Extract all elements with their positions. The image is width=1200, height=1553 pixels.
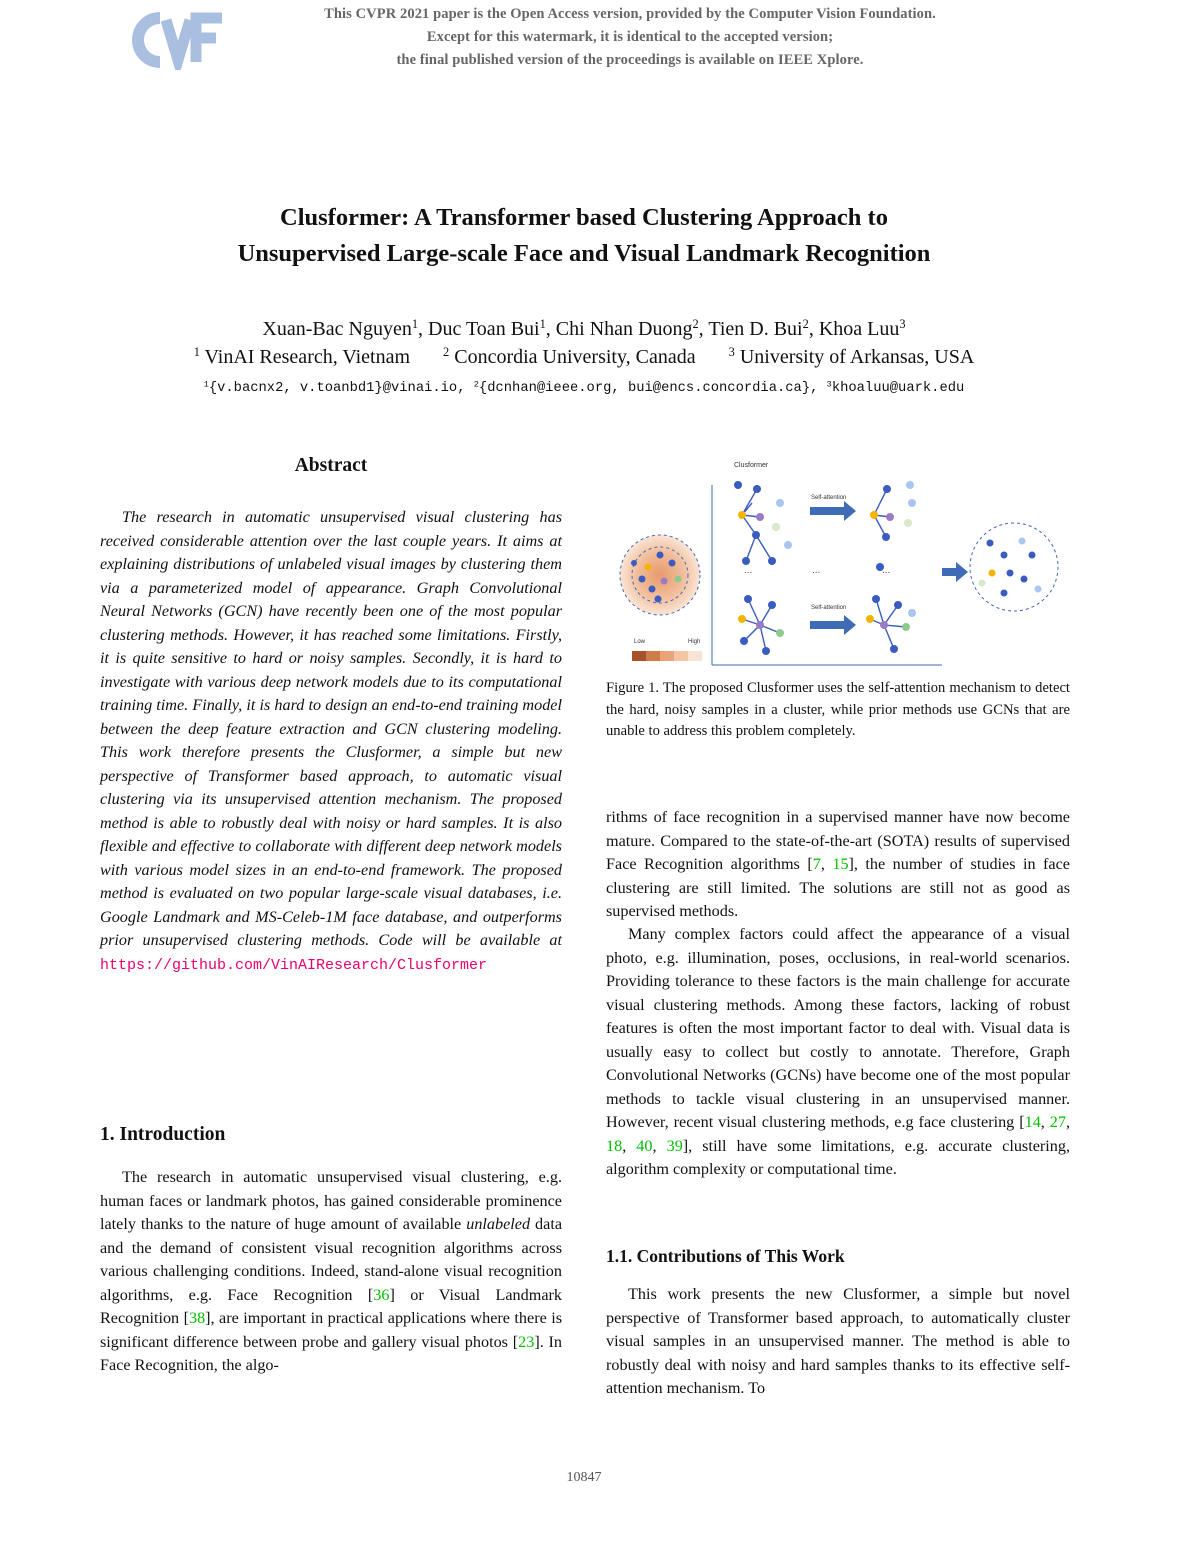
- affiliation: Concordia University, Canada: [454, 346, 696, 368]
- citation-link[interactable]: 38: [188, 1309, 206, 1327]
- intro-paragraph: The research in automatic unsupervised visual clustering, e.g. human faces or landmark photos, has gained considerable prominence lately thanks to the nature of huge amount of available unlabeled data and the demand of consistent visual recognition algorithms across various challenging conditions. Indeed, stand-alone visual recognition algorithms, e.g. Face Recognition [36] or Visual Landmark Recognition [38], are important in practical applications where there is significant difference between probe and gallery visual photos [23]. In Face Recognition, the algo-: [100, 1168, 563, 1374]
- svg-text:...: ...: [812, 565, 821, 576]
- figure-1-diagram: [612, 455, 1070, 670]
- arrow-label: Self-attention: [811, 605, 847, 611]
- email: {dcnhan@ieee.org, bui@encs.concordia.ca},: [478, 381, 819, 396]
- author-list: Xuan-Bac Nguyen$^1$, Duc Toan Bui$^1$, Chi Nhan Duong$^2$, Tien D. Bui$^2$, Khoa Luu$^3$: [262, 317, 906, 340]
- watermark-line-3: the final published version of the proceedings is available on IEEE Xplore.: [396, 52, 864, 68]
- affiliation-list: $^1$ VinAI Research, Vietnam $^2$ Concordia University, Canada $^3$ University of Arkansas, USA: [193, 345, 975, 368]
- author-name: Xuan-Bac Nguyen: [262, 318, 412, 340]
- watermark-line-1: This CVPR 2021 paper is the Open Access version, provided by the Computer Vision Foundation.: [324, 6, 936, 22]
- affiliation: VinAI Research, Vietnam: [204, 346, 411, 368]
- abstract-heading: Abstract: [294, 455, 368, 476]
- citation-link[interactable]: 39: [666, 1136, 683, 1155]
- citation-link[interactable]: 14: [1024, 1113, 1041, 1131]
- svg-text:...: ...: [882, 565, 891, 576]
- svg-text:High: High: [688, 639, 701, 645]
- email: khoaluu@uark.edu: [831, 381, 965, 396]
- output-cluster-circle: [970, 523, 1058, 611]
- paper-title-line-2: Unsupervised Large-scale Face and Visual Landmark Recognition: [237, 240, 931, 267]
- figure-label-clusformer: Clusformer: [734, 462, 769, 469]
- heat-legend: [632, 651, 702, 661]
- page-number: 10847: [566, 1470, 602, 1485]
- right-paragraph-1: rithms of face recognition in a supervised manner have now become mature. Compared to the state-of-the-art (SOTA) results of supervised Face Recognition algorithms [7, 15], the number of studies in face clustering are still limited. The solutions are still not as good as supervised methods.: [606, 808, 1070, 920]
- email: {v.bacnx2, v.toanbd1}@vinai.io,: [208, 381, 466, 396]
- citation-link[interactable]: 27: [1049, 1113, 1066, 1131]
- arrow-icon: [956, 562, 968, 582]
- citation-link[interactable]: 23: [518, 1332, 535, 1351]
- abstract-body: The research in automatic unsupervised visual clustering has received considerable attention over the last couple years. It aims at explaining distributions of unlabeled visual images by clustering them via a parameterized model of appearance. Graph Convolutional Neural Networks (GCN) have recently been one of the most popular clustering methods. However, it has reached some limitations. Firstly, it is quite sensitive to hard or noisy samples. Secondly, it is hard to investigate with various deep network models due to its computational training time. Finally, it is hard to design an end-to-end training model between the deep feature extraction and GCN clustering modeling. This work therefore presents the Clusformer, a simple but new perspective of Transformer based approach, to automatic visual clustering via its unsupervised attention mechanism. The proposed method is able to robustly deal with noisy or hard samples. It is also flexible and effective to collaborate with different deep network models with various model sizes in an end-to-end framework. The proposed method is evaluated on two popular large-scale visual databases, i.e. Google Landmark and MS-Celeb-1M face database, and outperforms prior unsupervised clustering methods. Code will be available at https://github.com/VinAIResearch/Clusformer: [100, 508, 562, 974]
- citation-link[interactable]: 36: [373, 1285, 390, 1304]
- top-graph-nodes: [734, 481, 792, 565]
- affiliation: University of Arkansas, USA: [739, 346, 975, 368]
- svg-text:Low: Low: [634, 639, 646, 645]
- arrow-icon: [844, 501, 856, 521]
- svg-text:...: ...: [744, 565, 753, 576]
- author-name: Duc Toan Bui: [428, 318, 540, 340]
- email-list: $^1${v.bacnx2, v.toanbd1}@vinai.io, $^2${dcnhan@ieee.org, bui@encs.concordia.ca}, $^3$khoaluu@uark.edu: [203, 379, 965, 396]
- figure-1-caption: Figure 1. The proposed Clusformer uses the self-attention mechanism to detect the hard, noisy samples in a cluster, while prior methods use GCNs that are unable to address this problem completely.: [606, 680, 1070, 739]
- author-name: Khoa Luu: [818, 318, 900, 340]
- author-name: Chi Nhan Duong: [555, 318, 693, 340]
- section-heading-introduction: 1. Introduction: [100, 1124, 226, 1145]
- right-paragraph-3: This work presents the new Clusformer, a simple but novel perspective of Transformer based approach, to automatically cluster visual samples in an unsupervised manner. The method is able to robustly deal with noisy and hard samples thanks to its effective self-attention mechanism. To: [606, 1285, 1070, 1397]
- right-paragraph-2: Many complex factors could affect the appearance of a visual photo, e.g. illumination, poses, occlusions, in real-world scenarios. Providing tolerance to these factors is the main challenge for accurate visual clustering methods. Among these factors, lacking of robust features is often the most important factor to deal with. Visual data is usually easy to collect but costly to annotate. Therefore, Graph Convolutional Networks (GCNs) have become one of the most popular methods to tackle visual clustering in an unsupervised manner. However, recent visual clustering methods, e.g face clustering [14, 27, 18, 40, 39], still have some limitations, e.g. accurate clustering, algorithm complexity or computational time.: [606, 925, 1071, 1178]
- code-link[interactable]: https://github.com/VinAIResearch/Clusformer: [100, 956, 488, 974]
- citation-link[interactable]: 7: [812, 855, 821, 873]
- arrow-icon: [844, 615, 856, 635]
- citation-link[interactable]: 18: [606, 1136, 623, 1155]
- arrow-label: Self-attention: [811, 495, 847, 501]
- citation-link[interactable]: 40: [636, 1136, 653, 1155]
- citation-link[interactable]: 15: [832, 855, 849, 873]
- author-name: Tien D. Bui: [708, 318, 803, 340]
- watermark-line-2: Except for this watermark, it is identical to the accepted version;: [426, 29, 834, 45]
- subsection-heading-contributions: 1.1. Contributions of This Work: [606, 1246, 845, 1266]
- top-graph: [742, 489, 772, 561]
- paper-title-line-1: Clusformer: A Transformer based Clustering Approach to: [280, 204, 888, 231]
